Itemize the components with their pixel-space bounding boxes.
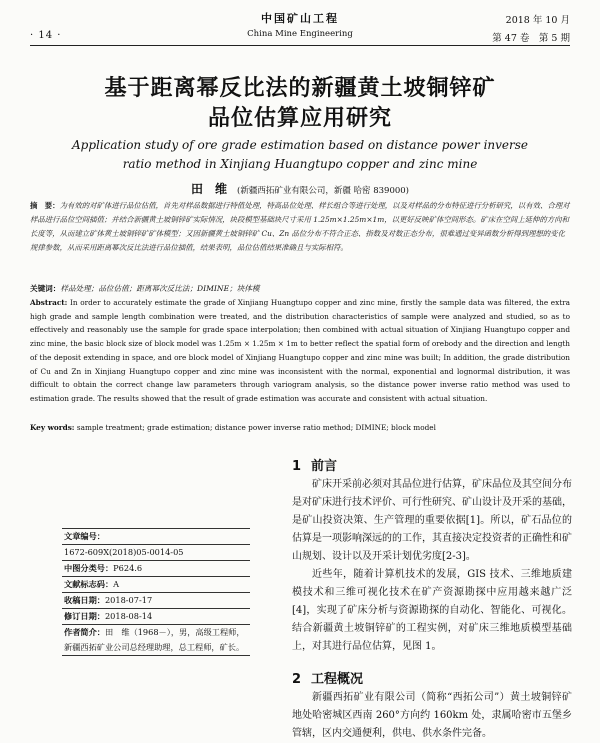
author-line [0, 180, 600, 197]
en-title-line-1: Application study of ore grade estimation based on distance power inverse [71, 138, 529, 152]
revised-date: 2018-08-14 [104, 611, 153, 621]
doc-code-value: A [113, 579, 120, 589]
article-number: 1672-609X(2018)05-0014-05 [64, 547, 184, 557]
keywords-en-text: sample treatment; grade estimation; distance power inverse ratio method; DIMINE; block model [76, 423, 436, 432]
keywords-cn-text: 样品处理；品位估值；距离幂次反比法；DIMINE；块体模 [60, 284, 260, 293]
section-number: 1 [292, 459, 302, 474]
section-title: 工程概况 [311, 672, 364, 687]
paragraph: 近些年，随着计算机技术的发展，GIS 技术、三维地质建模技术和三维可视化技术在矿产资源勘探中应用越来越广泛[4]，实现了矿床分析与资源勘探的自动化、智能化、可视化。结合新疆黄土坡铜锌矿的工程实例，对矿床三维地质模型基础上，对其进行品位估算，见图 1。 [292, 569, 572, 652]
publication-date: 2018 年 10 月 [505, 15, 570, 26]
clc-label: 中图分类号： [64, 563, 114, 573]
received-date: 2018-07-17 [104, 595, 153, 605]
revised-label: 修订日期： [64, 611, 105, 621]
author-bio-row [62, 625, 250, 656]
revised-row [62, 609, 250, 625]
keywords-en-label: Key words: [30, 423, 75, 432]
received-label: 收稿日期： [64, 595, 105, 605]
title-line-1: 基于距离幂反比法的新疆黄土坡铜锌矿 [104, 76, 496, 101]
abstract-cn [30, 199, 570, 255]
doc-code-label: 文献标志码： [64, 579, 114, 589]
keywords-cn [30, 283, 570, 295]
abstract-en-text: In order to accurately estimate the grade of Xinjiang Huangtupo copper and zinc mine, firstly the sample data was filtered, the extra high grade and sample length combination were treated, and the distribution characteristics of sample were analyzed and studied, so as to effectively and reasonably use the sample for grade space interpolation; then combined with actual situation of Xinjiang Huangtupo copper and zinc mine, the basic block size of block model was 1.25m × 1.25m × 1m to better reflect the spatial form of orebody and the direction and length of the deposit extending in space, and ore block model of Xinjiang Huangtupo copper and zinc mine was built; In addition, the grade distribution of Cu and Zn in Xinjiang Huangtupo copper and zinc mine was inconsistent with the normal, exponential and lognormal distribution, it was difficult to obtain the correct change law parameters through variogram analysis, so the distance power inverse ratio method was used to estimation grade. The results showed that the result of grade estimation was accurate and consistent with actual situation. [30, 298, 570, 403]
author-name: 田 维 [190, 182, 227, 196]
paragraph: 新疆西拓矿业有限公司（简称“西拓公司”）黄土坡铜锌矿地处哈密城区西南 260°方向约 160km 处，隶属哈密市五堡乡管辖，区内交通便利，供电、供水条件完备。 [292, 692, 572, 739]
section-overview [292, 671, 572, 743]
section-heading [292, 671, 572, 689]
en-title-line-2: ratio method in Xinjiang Huangtupo copper and zinc mine [122, 157, 478, 171]
journal-name-en: China Mine Engineering [247, 29, 353, 39]
section-introduction [292, 458, 572, 656]
page-number: · 14 · [30, 30, 62, 41]
section-number: 2 [292, 672, 302, 687]
abstract-cn-label: 摘 要： [30, 201, 60, 210]
paper-title [0, 74, 600, 134]
clc-value: P624.6 [113, 563, 143, 573]
doc-code-row [62, 577, 250, 593]
paragraph: 矿床开采前必须对其品位进行估算，矿床品位及其空间分布是对矿床进行技术评价、可行性研究、矿山设计及开采的基础，是矿山投资决策、生产管理的重要依据[1]。所以，矿石品位的估算是一项影响深远的的工作，其直接决定投资者的正确性和矿山规划、设计以及开采计划优劣度[2-3]。 [292, 479, 572, 562]
title-line-2: 品位估算应用研究 [207, 106, 392, 131]
header-rule [30, 45, 570, 46]
keywords-cn-label: 关键词： [30, 284, 61, 293]
article-info-box [62, 528, 250, 656]
abstract-cn-text: 为有效的对矿体进行品位估值，首先对样品数据进行特值处理，特高品位处理、样长组合等进行处理，以及对样品的分布特征进行分析研究，以有效、合理对样品进行品位空间插值；并结合新疆黄土坡铜锌矿实际情况，块段模型基础块尺寸采用 1.25m×1.25m×1m，以更好反映矿体空间形态。矿床在空间上延伸的方向和长度等，从而建立矿体黄土坡铜锌矿矿体模型；又因新疆黄土坡铜锌矿 Cu、Zn 品位分布不符合正态、指数及对数正态分布，很难通过变异函数分析得到理想的变化规律参数，从而采用距离幂次反比法进行品位插值，结果表明，品位估值结果准确且与实际相符。 [30, 201, 570, 252]
author-bio: 田 维（1968－），男，高级工程师，新疆西拓矿业公司总经理助理，总工程师，矿长。 [64, 627, 245, 652]
paper-title-en [0, 136, 600, 174]
received-row [62, 593, 250, 609]
author-bio-label: 作者简介： [64, 627, 105, 637]
keywords-en [30, 422, 570, 434]
article-number-label: 文章编号： [64, 531, 105, 541]
clc-row [62, 561, 250, 577]
author-affiliation: (新疆西拓矿业有限公司，新疆 哈密 839000) [237, 186, 409, 196]
abstract-en-label: Abstract: [30, 298, 68, 307]
journal-name-cn: 中国矿山工程 [261, 12, 339, 25]
section-title: 前言 [311, 459, 338, 474]
section-heading [292, 458, 572, 476]
issue-info [492, 12, 570, 48]
article-number-row [62, 545, 250, 561]
abstract-en [30, 296, 570, 406]
volume-issue: 第 47 卷 第 5 期 [492, 33, 570, 44]
article-number-label-row [62, 528, 250, 545]
